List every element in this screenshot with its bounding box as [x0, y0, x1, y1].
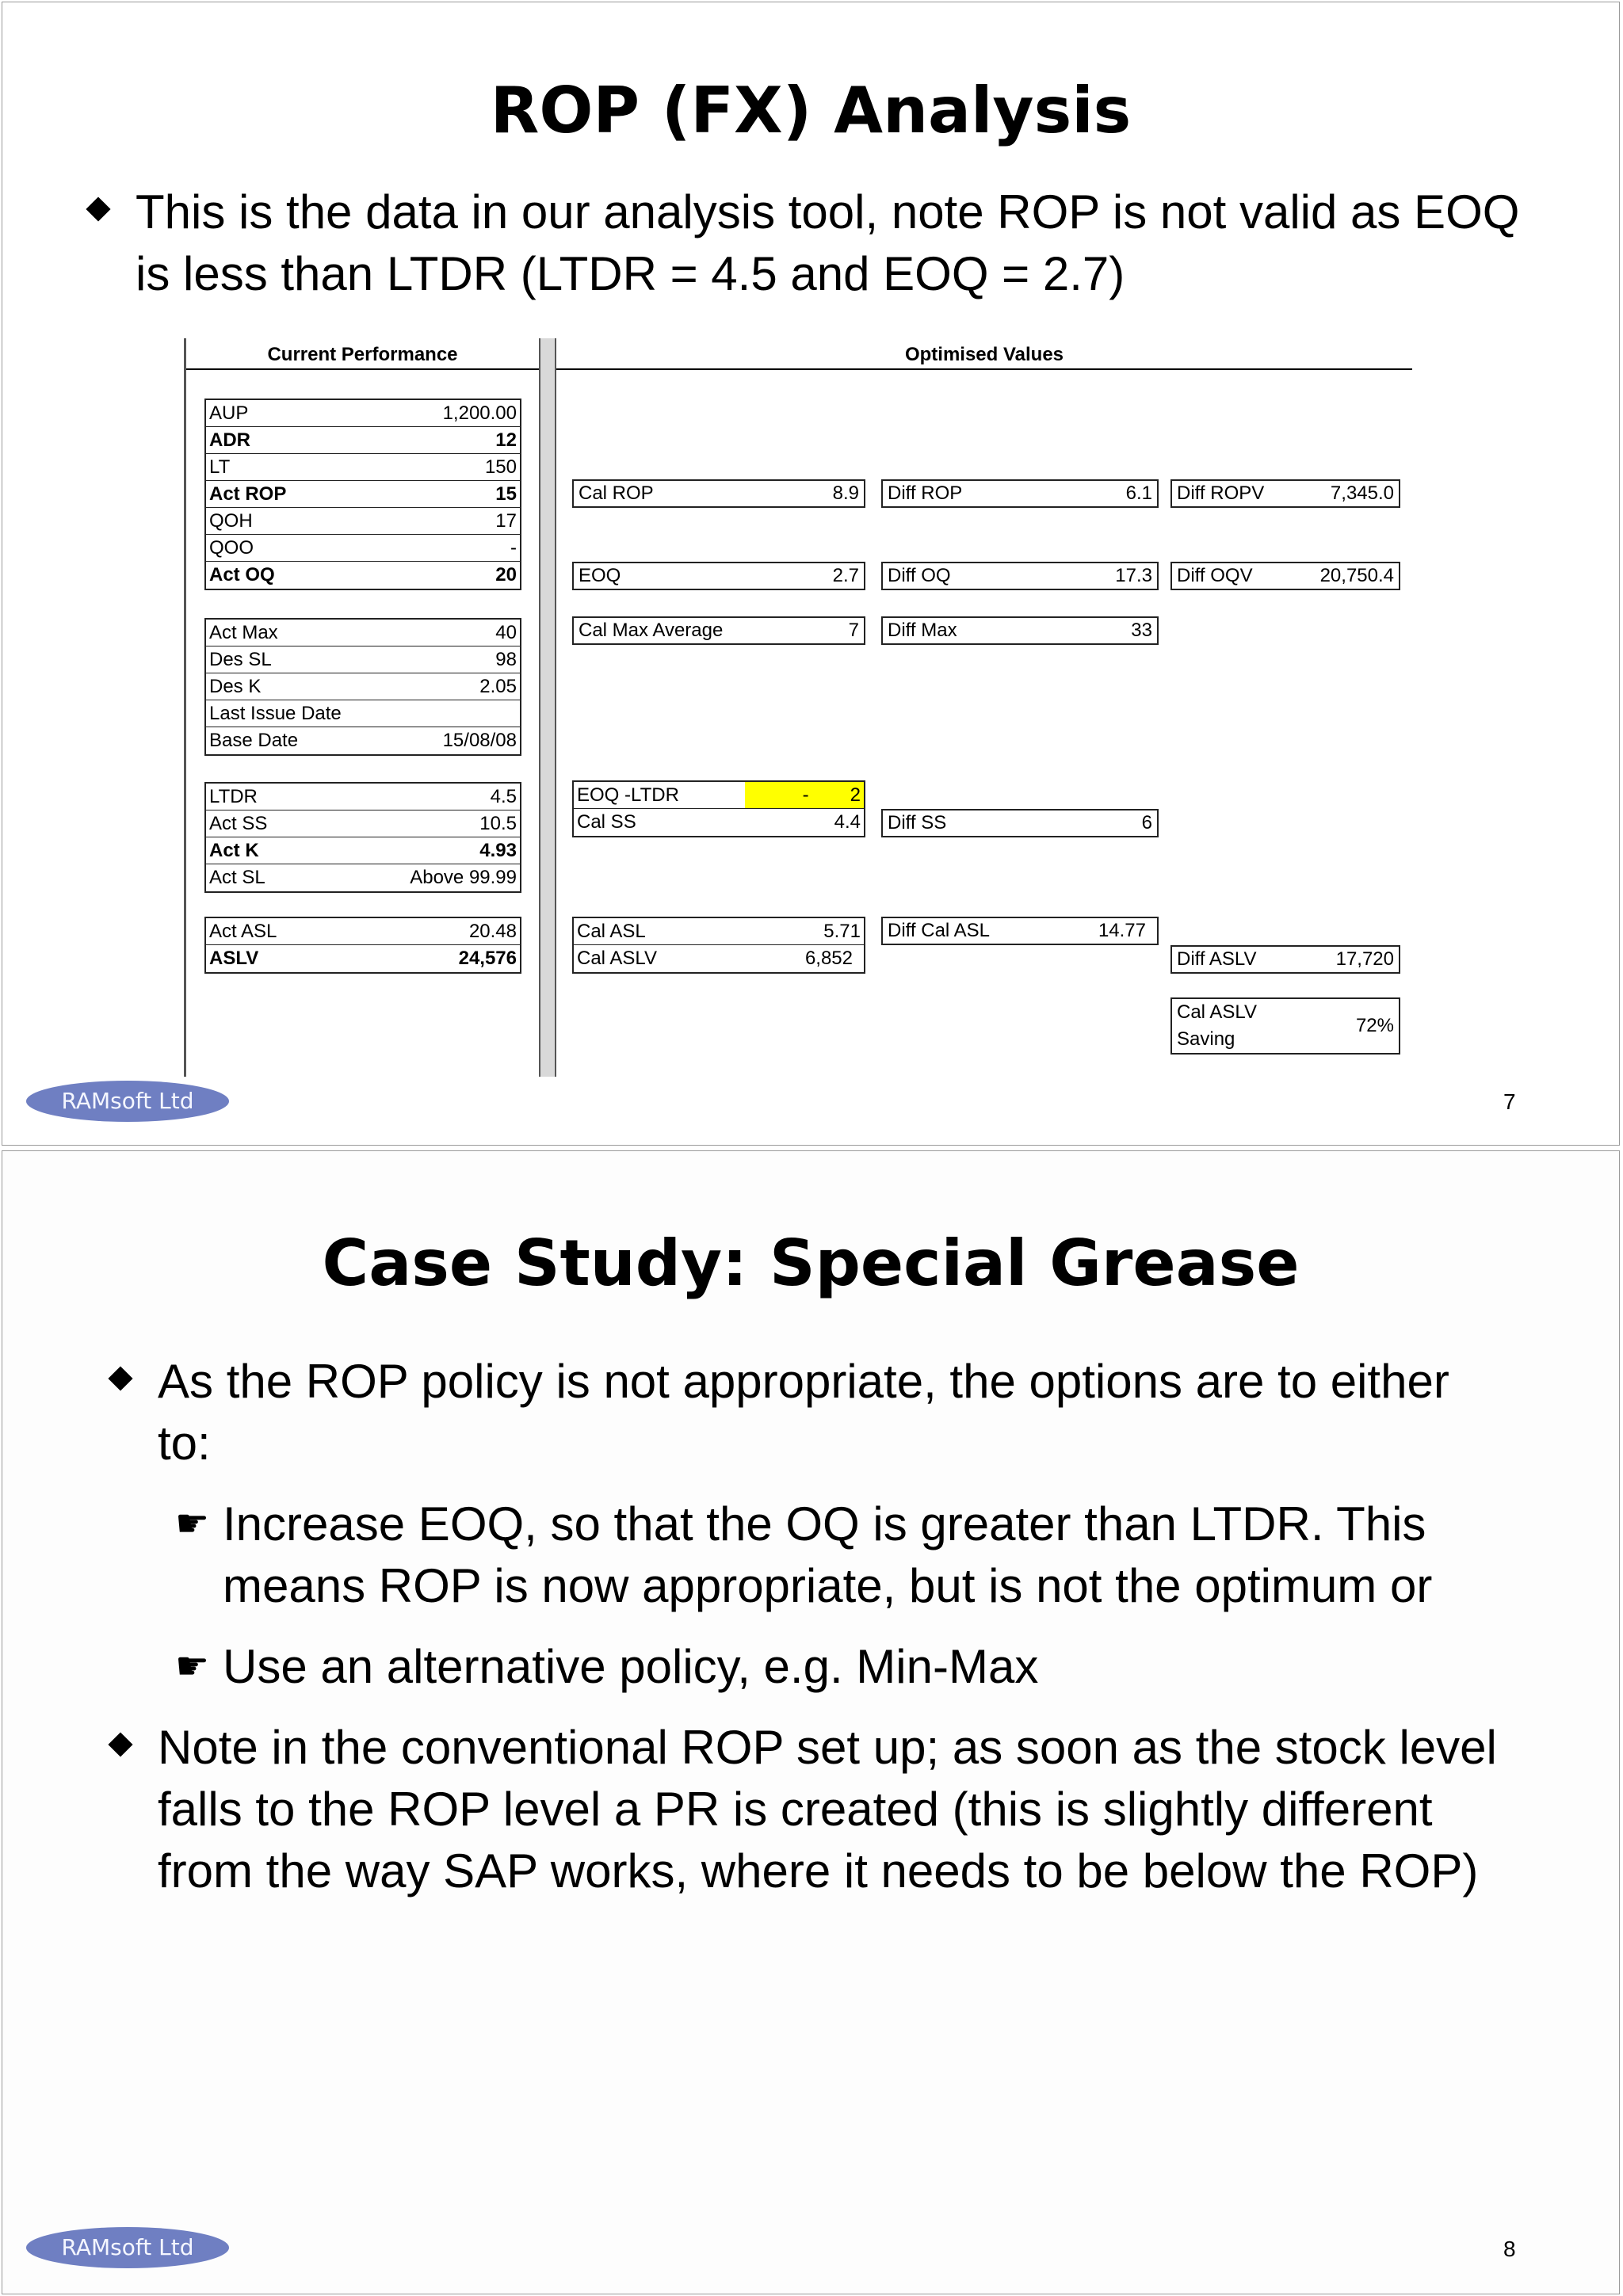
row-act-k: Act K 4.93 — [206, 837, 520, 864]
eoq-ltdr-row: EOQ -LTDR - 2 — [574, 782, 864, 809]
slide-title: ROP (FX) Analysis — [490, 74, 1132, 147]
slide-title: Case Study: Special Grease — [322, 1226, 1300, 1300]
cal-max-average-cell: Cal Max Average 7 — [572, 616, 865, 645]
row-act-asl: Act ASL 20.48 — [206, 918, 520, 945]
ramsoft-logo: RAMsoft Ltd — [26, 1081, 229, 1122]
diff-oq-cell: Diff OQ 17.3 — [881, 562, 1159, 590]
pointing-hand-icon: ☛ — [175, 1503, 210, 1545]
row-aup: AUP 1,200.00 — [206, 400, 520, 427]
sub-bullet-point: ☛ Increase EOQ, so that the OQ is greater than LTDR. This means ROP is now appropriate, but is not the optimum or — [223, 1493, 1432, 1617]
row-lt: LT 150 — [206, 454, 520, 481]
diff-aslv-cell: Diff ASLV 17,720 — [1170, 945, 1400, 974]
analysis-spreadsheet — [184, 338, 1412, 1077]
slide-7 — [2, 2, 1620, 1146]
diff-max-cell: Diff Max 33 — [881, 616, 1159, 645]
bullet-text-line: This is the data in our analysis tool, note ROP is not valid as EOQ — [136, 185, 1520, 238]
current-performance-header: Current Performance — [186, 338, 539, 370]
row-base-date: Base Date 15/08/08 — [209, 730, 517, 751]
sub-bullet-point: ☛ Use an alternative policy, e.g. Min-Max — [223, 1636, 1038, 1698]
bullet-point: As the ROP policy is not appropriate, the options are to either to: — [158, 1351, 1449, 1474]
optimised-values-header: Optimised Values — [556, 338, 1412, 370]
ramsoft-logo: RAMsoft Ltd — [26, 2227, 229, 2268]
diff-cal-asl-cell: Diff Cal ASL 14.77 — [881, 917, 1159, 945]
row-act-max: Act Max 40 — [206, 620, 520, 646]
bullet-point: Note in the conventional ROP set up; as soon as the stock level falls to the ROP level a PR is created (this is slightly different from the way SAP works, where it needs to be below the ROP) — [158, 1717, 1497, 1902]
pointing-hand-icon: ☛ — [175, 1646, 210, 1688]
page-number: 8 — [1503, 2237, 1516, 2261]
row-qoo: QOO - — [206, 535, 520, 562]
cal-asl-row: Cal ASL 5.71 — [574, 918, 864, 945]
row-qoh: QOH 17 — [206, 508, 520, 535]
row-aslv: ASLV 24,576 — [209, 948, 517, 969]
row-last-issue-date: Last Issue Date — [206, 700, 520, 727]
row-adr: ADR 12 — [206, 427, 520, 454]
row-des-k: Des K 2.05 — [206, 673, 520, 700]
row-act-rop: Act ROP 15 — [206, 481, 520, 508]
diff-oqv-cell: Diff OQV 20,750.4 — [1170, 562, 1400, 590]
slide-8 — [2, 1150, 1620, 2294]
bullet-text-line: is less than LTDR (LTDR = 4.5 and EOQ = 2.7) — [136, 247, 1125, 300]
bullet-point — [136, 181, 1519, 305]
column-divider — [539, 338, 556, 1077]
eoq-cell: EOQ 2.7 — [572, 562, 865, 590]
performance-group-2 — [204, 618, 521, 756]
diff-ss-cell: Diff SS 6 — [881, 809, 1159, 837]
performance-group-4 — [204, 917, 521, 974]
cal-aslv-saving-cell: Cal ASLV Saving 72% — [1170, 997, 1400, 1055]
cal-rop-cell: Cal ROP 8.9 — [572, 479, 865, 508]
eoq-ltdr-group — [572, 780, 865, 837]
diamond-bullet-icon — [109, 1367, 132, 1390]
row-ltdr: LTDR 4.5 — [206, 784, 520, 810]
performance-group-1 — [204, 399, 521, 590]
diff-ropv-cell: Diff ROPV 7,345.0 — [1170, 479, 1400, 508]
cal-aslv-row: Cal ASLV 6,852 — [577, 948, 853, 969]
cal-asl-group — [572, 917, 865, 974]
row-act-sl: Act SL Above 99.99 — [209, 867, 517, 888]
diff-rop-cell: Diff ROP 6.1 — [881, 479, 1159, 508]
performance-group-3 — [204, 782, 521, 893]
page-number: 7 — [1503, 1089, 1516, 1114]
row-act-ss: Act SS 10.5 — [206, 810, 520, 837]
cal-ss-row: Cal SS 4.4 — [577, 811, 861, 833]
diamond-bullet-icon — [109, 1733, 132, 1756]
row-des-sl: Des SL 98 — [206, 646, 520, 673]
row-act-oq: Act OQ 20 — [209, 564, 517, 585]
diamond-bullet-icon — [86, 197, 110, 221]
